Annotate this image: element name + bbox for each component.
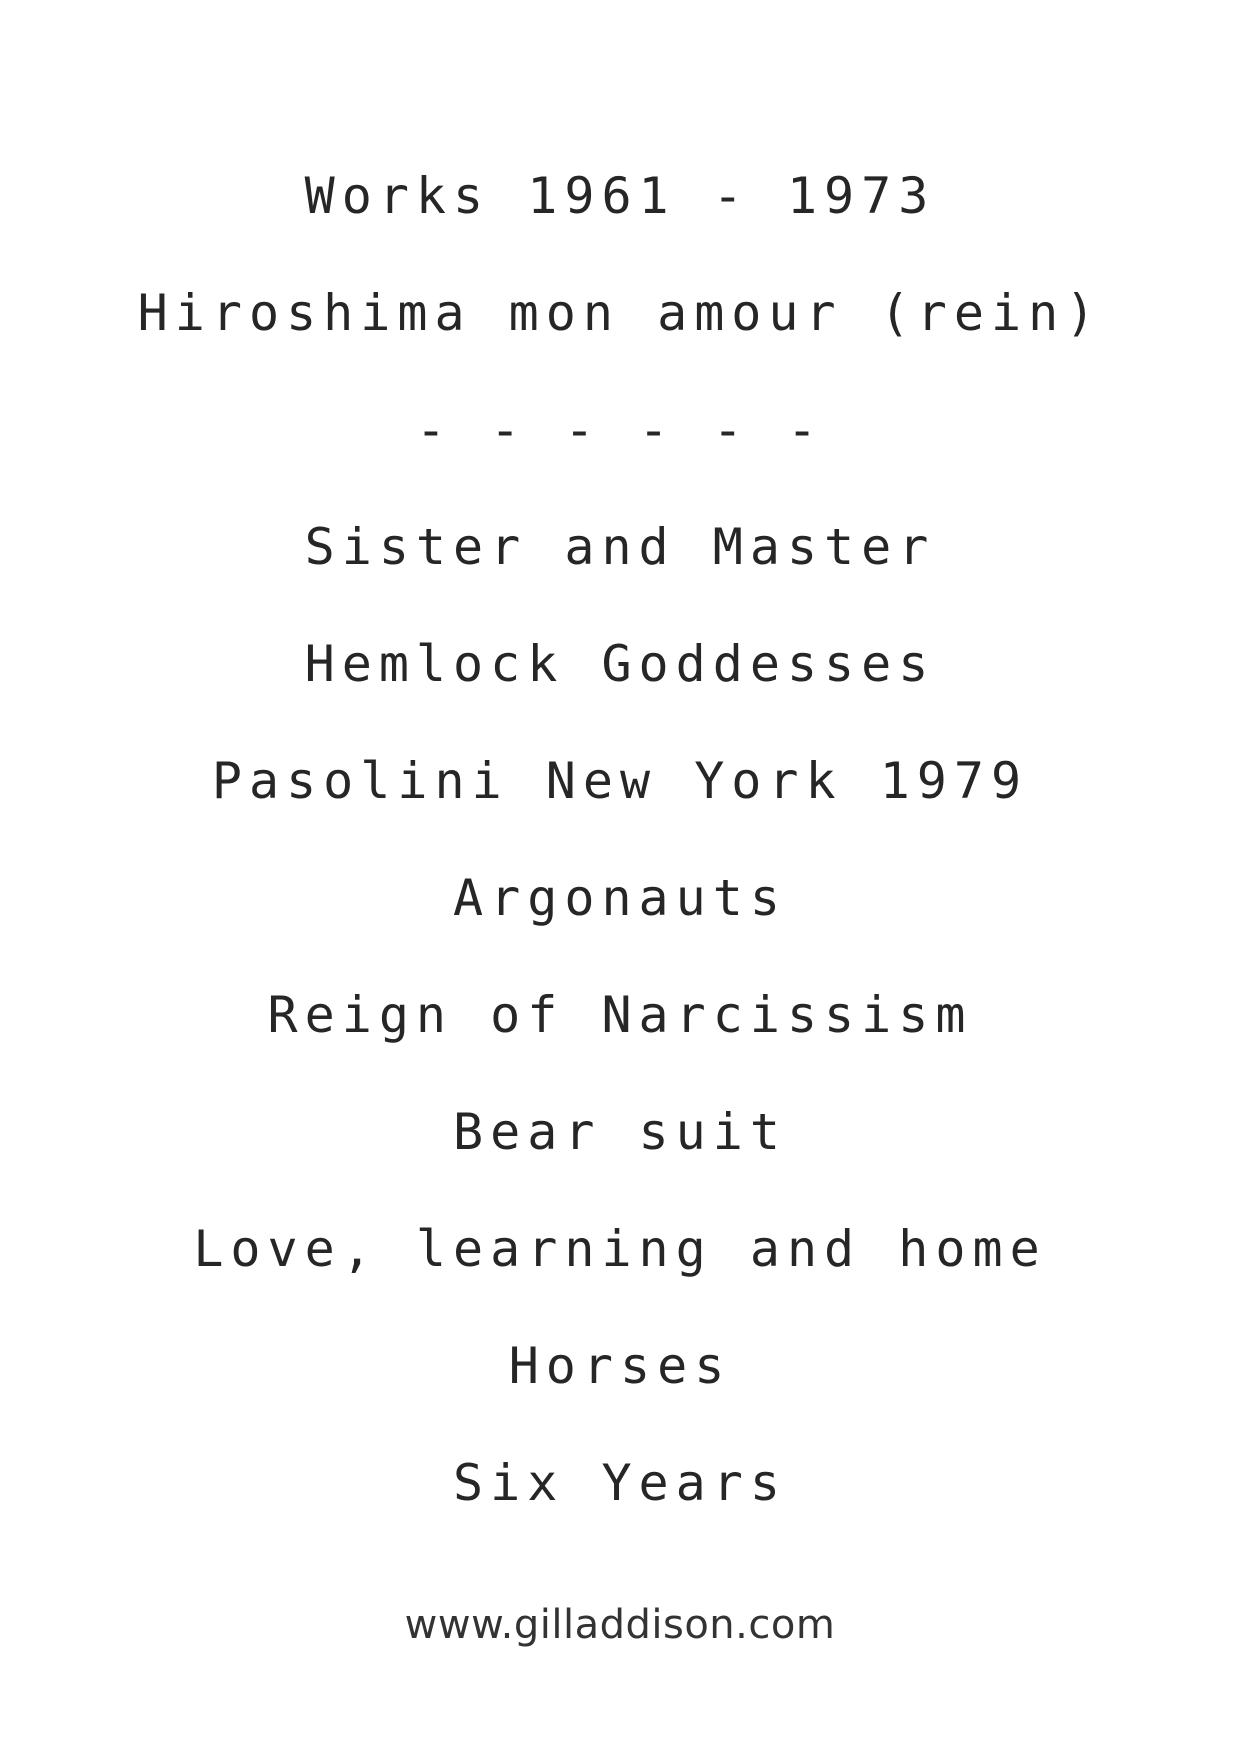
work-title: Pasolini New York 1979 — [211, 752, 1029, 810]
separator: - - - - - - — [415, 401, 825, 459]
work-title: Love, learning and home — [193, 1220, 1047, 1278]
website-link[interactable]: www.gilladdison.com — [404, 1602, 836, 1648]
work-title: Argonauts — [453, 869, 787, 927]
work-title: Sister and Master — [304, 518, 936, 576]
subtitle: Hiroshima mon amour (rein) — [137, 284, 1103, 342]
work-title: Six Years — [453, 1454, 787, 1512]
work-title: Hemlock Goddesses — [304, 635, 936, 693]
work-title: Bear suit — [453, 1103, 787, 1161]
page-title: Works 1961 - 1973 — [304, 167, 936, 225]
work-title: Horses — [508, 1337, 732, 1395]
work-title: Reign of Narcissism — [267, 986, 973, 1044]
